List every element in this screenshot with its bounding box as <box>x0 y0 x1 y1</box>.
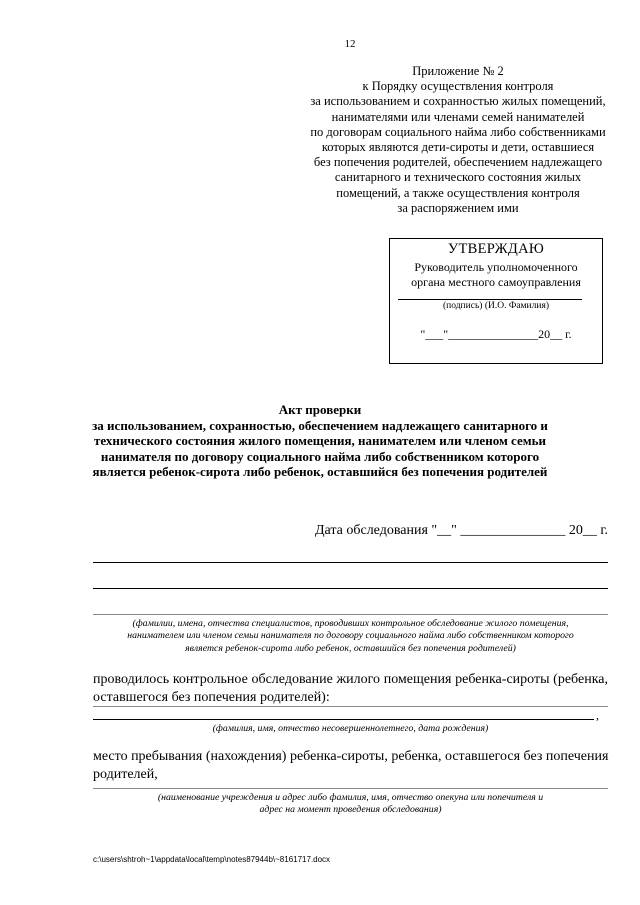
approval-date: "___"_______________20__ г. <box>420 327 572 341</box>
caption-line: адрес на момент проведения обследования) <box>259 804 442 816</box>
appendix-line: за распоряжением ими <box>397 200 519 215</box>
appendix-line: без попечения родителей, обеспечением надлежащего <box>313 155 603 170</box>
caption-line: нанимателем или членом семьи нанимателя по договору социального найма либо собственником которого <box>127 630 574 642</box>
specialists-blank-line[interactable] <box>93 614 608 615</box>
appendix-line: за использованием и сохранностью жилых помещений, <box>310 94 606 109</box>
specialists-caption <box>93 618 608 655</box>
page-number: 12 <box>344 38 356 50</box>
appendix-line: которых являются дети-сироты и дети, оставшиеся <box>321 140 595 155</box>
child-blank-line[interactable] <box>93 719 594 720</box>
footer-file-path: c:\users\shtroh~1\appdata\local\temp\notes87944b\~8161717.docx <box>93 855 331 864</box>
act-title-line: является ребенок-сирота либо ребенок, оставшийся без попечения родителей <box>92 464 548 480</box>
approval-box <box>389 238 603 364</box>
approval-title: УТВЕРЖДАЮ <box>447 241 545 257</box>
specialists-blank-line[interactable] <box>93 562 608 563</box>
appendix-line: Приложение № 2 <box>412 64 504 78</box>
approval-position-line: Руководитель уполномоченного <box>414 260 578 274</box>
child-caption: (фамилия, имя, отчество несовершеннолетнего, дата рождения) <box>212 723 489 734</box>
specialists-blank-line[interactable] <box>93 588 608 589</box>
inspection-text-line: оставшегося без попечения родителей): <box>93 689 330 705</box>
appendix-line: к Порядку осуществления контроля <box>362 79 554 94</box>
institution-blank-line[interactable] <box>93 788 608 789</box>
inspection-text <box>93 671 608 706</box>
location-text <box>93 748 608 783</box>
inspection-text-line: проводилось контрольное обследование жилого помещения ребенка-сироты (ребенка, <box>93 672 608 687</box>
act-title-line: за использованием, сохранностью, обеспечением надлежащего санитарного и <box>92 417 548 433</box>
appendix-line: санитарного и технического состояния жилых <box>334 170 582 185</box>
caption-line: (наименование учреждения и адрес либо фамилия, имя, отчество опекуна или попечителя и <box>157 792 544 803</box>
approval-position <box>390 260 602 289</box>
approval-position-line: органа местного самоуправления <box>411 274 581 289</box>
act-title-line: нанимателя по договору социального найма либо собственником которого <box>100 448 540 464</box>
appendix-header <box>290 64 626 216</box>
signature-line <box>398 299 582 300</box>
appendix-line: нанимателями или членами семей нанимателей <box>331 109 585 124</box>
child-blank-line[interactable] <box>93 706 608 707</box>
signature-caption: (подпись) (И.О. Фамилия) <box>443 301 549 311</box>
caption-line: является ребенок-сирота либо ребенок, оставшийся без попечения родителей) <box>185 642 516 654</box>
act-title <box>60 402 580 480</box>
appendix-line: по договорам социального найма либо собственниками <box>310 124 606 139</box>
location-text-line: место пребывания (нахождения) ребенка-сироты, ребенка, оставшегося без попечения <box>93 749 609 764</box>
exam-date: Дата обследования "__" _______________ 20__ г. <box>314 523 608 538</box>
appendix-line: помещений, а также осуществления контроля <box>336 185 580 200</box>
act-heading: Акт проверки <box>278 402 362 417</box>
institution-caption <box>93 792 608 817</box>
act-title-line: технического состояния жилого помещения, нанимателем или членом семьи <box>94 433 546 449</box>
caption-line: (фамилии, имена, отчества специалистов, проводивших контрольное обследование жилого помещения, <box>132 618 569 629</box>
child-line-comma: , <box>596 708 599 722</box>
location-text-line: родителей, <box>93 766 158 782</box>
